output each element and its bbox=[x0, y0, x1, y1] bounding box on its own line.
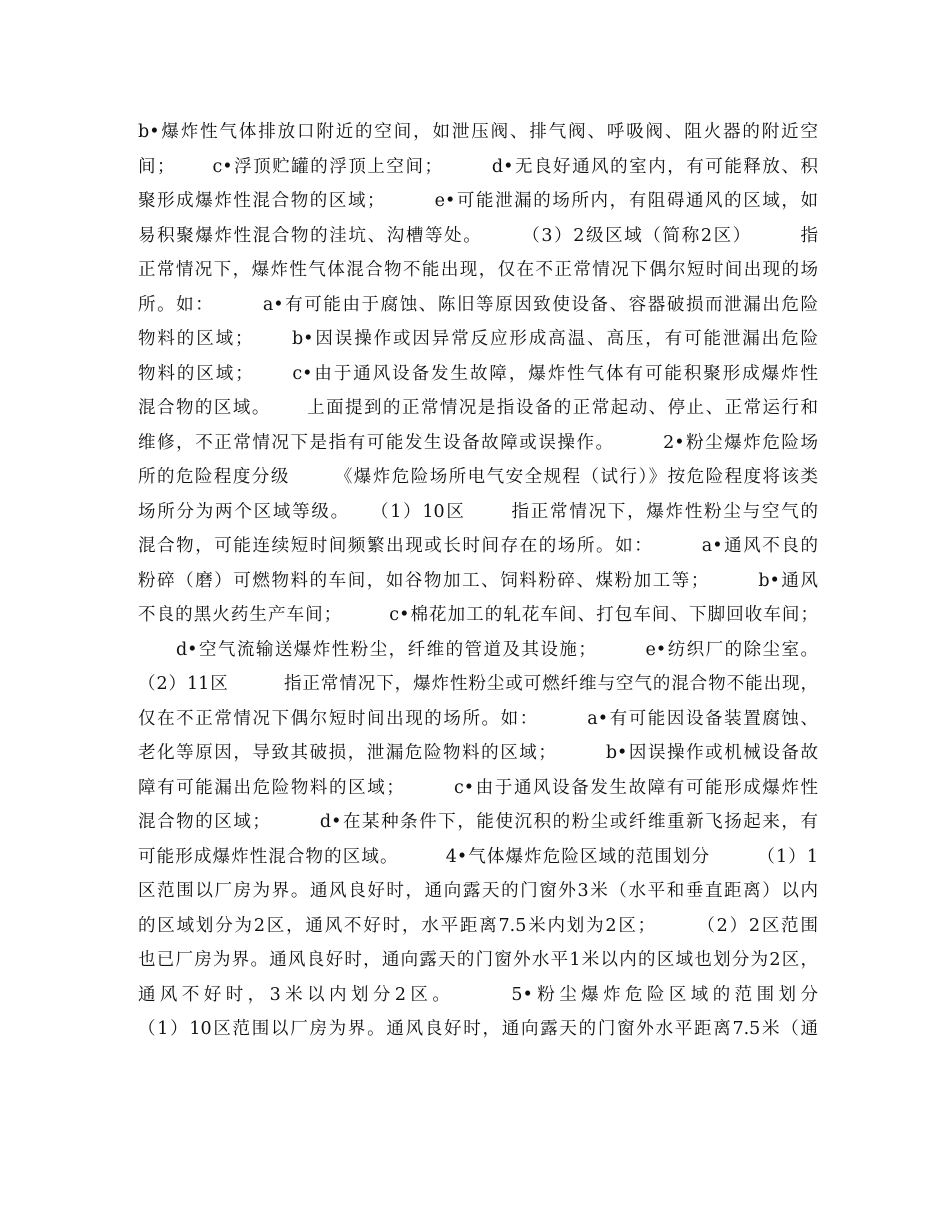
text-line-5: 正常情况下，爆炸性气体混合物不能出现，仅在不正常情况下偶尔短时间出现的场 bbox=[138, 260, 818, 280]
text-line-16: d•空气流输送爆炸性粉尘，纤维的管道及其设施； e•纺织厂的除尘室。 bbox=[138, 639, 818, 660]
text-line-12: 场所分为两个区域等级。 （1）10区 指正常情况下，爆炸性粉尘与空气的 bbox=[138, 501, 818, 522]
text-line-19: 老化等原因，导致其破损，泄漏危险物料的区域； b•因误操作或机械设备故 bbox=[138, 743, 818, 763]
text-line-9: 混合物的区域。 上面提到的正常情况是指设备的正常起动、停止、正常运行和 bbox=[138, 398, 818, 418]
text-line-20: 障有可能漏出危险物料的区域； c•由于通风设备发生故障有可能形成爆炸性 bbox=[138, 777, 818, 798]
text-line-25: 也已厂房为界。通风良好时，通向露天的门窗外水平1米以内的区域也划分为2区， bbox=[138, 950, 818, 970]
text-line-3: 聚形成爆炸性混合物的区域； e•可能泄漏的场所内，有阻碍通风的区域，如 bbox=[138, 191, 818, 211]
text-line-22: 可能形成爆炸性混合物的区域。 4•气体爆炸危险区域的范围划分 （1）1 bbox=[138, 846, 818, 867]
text-line-11: 所的危险程度分级 《爆炸危险场所电气安全规程（试行）》按危险程度将该类 bbox=[138, 467, 818, 487]
text-line-1: b•爆炸性气体排放口附近的空间，如泄压阀、排气阀、呼吸阀、阻火器的附近空 bbox=[138, 122, 818, 142]
text-line-8: 物料的区域； c•由于通风设备发生故障，爆炸性气体有可能积聚形成爆炸性 bbox=[138, 363, 818, 384]
text-line-26: 通风不好时，3米以内划分2区。 5•粉尘爆炸危险区域的范围划分 bbox=[138, 984, 818, 1005]
text-line-14: 粉碎（磨）可燃物料的车间，如谷物加工、饲料粉碎、煤粉加工等； b•通风 bbox=[138, 570, 818, 591]
text-line-23: 区范围以厂房为界。通风良好时，通向露天的门窗外3米（水平和垂直距离）以内 bbox=[138, 881, 818, 901]
text-line-2: 间； c•浮顶贮罐的浮顶上空间； d•无良好通风的室内，有可能释放、积 bbox=[138, 156, 818, 177]
text-line-17: （2）11区 指正常情况下，爆炸性粉尘或可燃纤维与空气的混合物不能出现， bbox=[138, 674, 818, 694]
text-line-27: （1）10区范围以厂房为界。通风良好时，通向露天的门窗外水平距离7.5米（通 bbox=[138, 1019, 818, 1039]
text-line-7: 物料的区域； b•因误操作或因异常反应形成高温、高压，有可能泄漏出危险 bbox=[138, 329, 818, 349]
body-text bbox=[138, 115, 818, 1047]
text-line-21: 混合物的区域； d•在某种条件下，能使沉积的粉尘或纤维重新飞扬起来，有 bbox=[138, 812, 818, 832]
text-line-4: 易积聚爆炸性混合物的洼坑、沟槽等处。 （3）2级区域（简称2区） 指 bbox=[138, 225, 818, 246]
text-line-15: 不良的黑火药生产车间； c•棉花加工的轧花车间、打包车间、下脚回收车间； bbox=[138, 605, 818, 625]
text-line-18: 仅在不正常情况下偶尔短时间出现的场所。如： a•有可能因设备装置腐蚀、 bbox=[138, 708, 818, 729]
text-line-13: 混合物，可能连续短时间频繁出现或长时间存在的场所。如： a•通风不良的 bbox=[138, 536, 818, 556]
text-line-10: 维修，不正常情况下是指有可能发生设备故障或误操作。 2•粉尘爆炸危险场 bbox=[138, 432, 818, 453]
text-line-6: 所。如： a•有可能由于腐蚀、陈旧等原因致使设备、容器破损而泄漏出危险 bbox=[138, 294, 818, 315]
text-line-24: 的区域划分为2区，通风不好时，水平距离7.5米内划为2区； （2）2区范围 bbox=[138, 915, 818, 936]
